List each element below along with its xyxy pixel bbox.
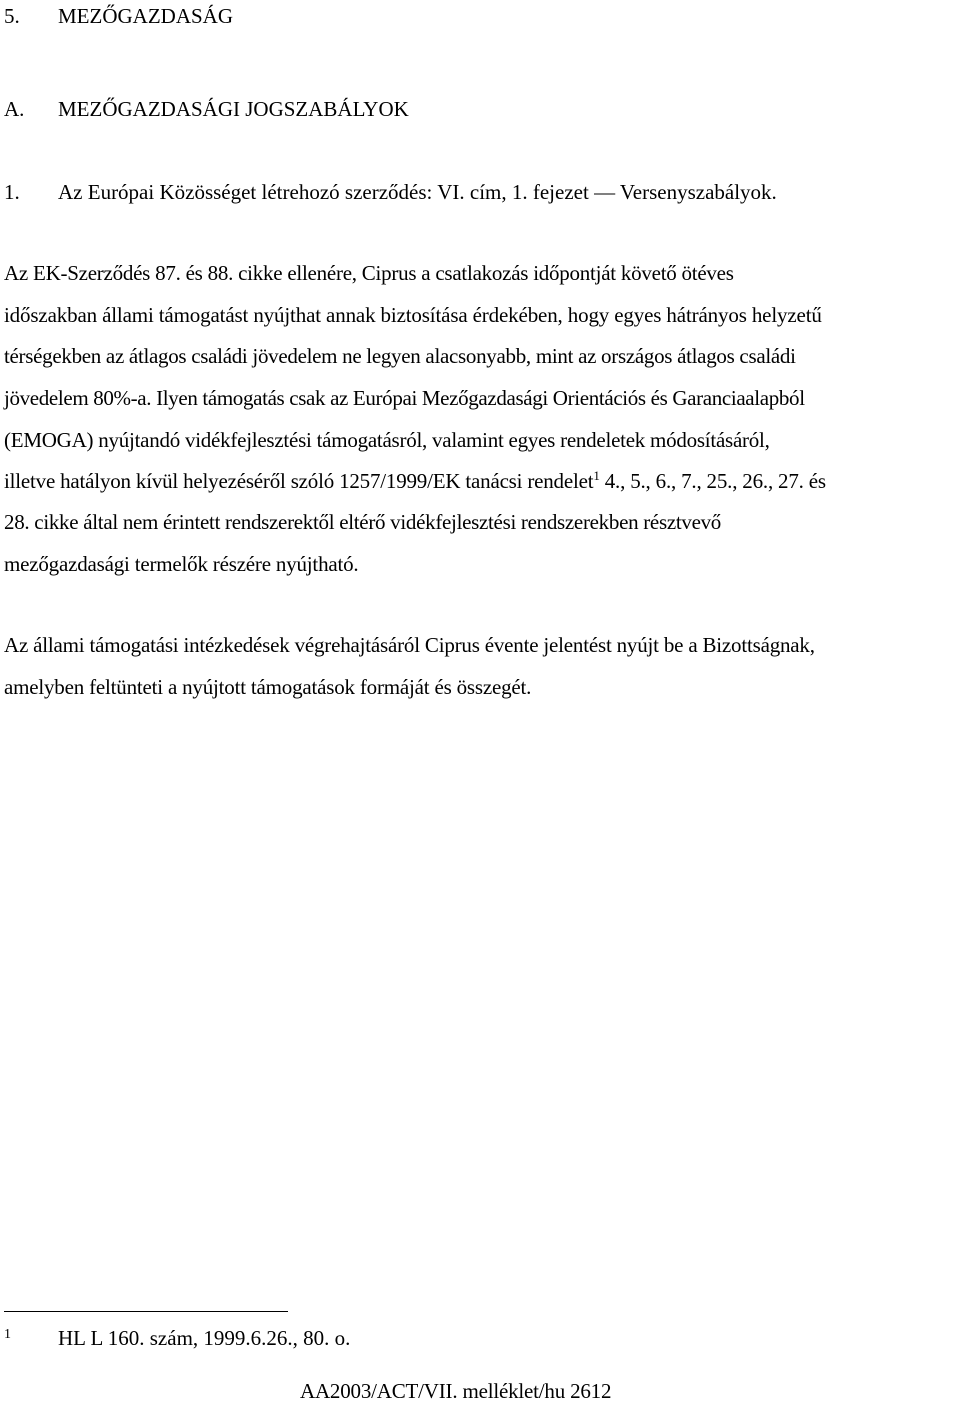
section-title: MEZŐGAZDASÁG	[58, 4, 233, 28]
paragraph-line: időszakban állami támogatást nyújthat annak biztosítása érdekében, hogy egyes hátrányos helyzetű	[4, 303, 822, 327]
section-number: 5.	[4, 4, 20, 28]
section-heading	[4, 6, 233, 27]
item-number: 1.	[4, 180, 20, 204]
paragraph-line: térségekben az átlagos családi jövedelem ne legyen alacsonyabb, mint az országos átlagos családi	[4, 344, 796, 368]
item-heading	[4, 182, 777, 203]
paragraph-line: (EMOGA) nyújtandó vidékfejlesztési támogatásról, valamint egyes rendeletek módosításáról,	[4, 428, 770, 452]
subsection-title: MEZŐGAZDASÁGI JOGSZABÁLYOK	[58, 97, 409, 121]
paragraph-line: jövedelem 80%-a. Ilyen támogatás csak az Európai Mezőgazdasági Orientációs és Garanciaalapból	[4, 386, 805, 410]
page-footer: AA2003/ACT/VII. melléklet/hu 2612	[300, 1379, 612, 1403]
footnote-reference[interactable]: 1	[593, 468, 600, 483]
subsection-heading	[4, 99, 409, 120]
paragraph-line: Az EK-Szerződés 87. és 88. cikke ellenére, Ciprus a csatlakozás időpontját követő ötéves	[4, 261, 734, 285]
subsection-number: A.	[4, 97, 25, 121]
paragraph-line: Az állami támogatási intézkedések végrehajtásáról Ciprus évente jelentést nyújt be a Bizottságnak,	[4, 633, 815, 657]
paragraph-line: mezőgazdasági termelők részére nyújtható.	[4, 552, 359, 576]
footnote-mark: 1	[4, 1327, 11, 1342]
paragraph-line-with-footnote	[4, 468, 826, 493]
footnote-text: HL L 160. szám, 1999.6.26., 80. o.	[58, 1326, 351, 1350]
paragraph-line: amelyben feltünteti a nyújtott támogatások formáját és összegét.	[4, 675, 532, 699]
footnote	[4, 1328, 350, 1349]
footnote-separator	[4, 1311, 288, 1312]
paragraph-line-text: illetve hatályon kívül helyezéséről szóló 1257/1999/EK tanácsi rendelet	[4, 469, 594, 493]
paragraph-line: 28. cikke által nem érintett rendszerektől eltérő vidékfejlesztési rendszerekben résztvevő	[4, 510, 722, 534]
item-title: Az Európai Közösséget létrehozó szerződés: VI. cím, 1. fejezet — Versenyszabályok.	[58, 180, 777, 204]
paragraph-line-tail: 4., 5., 6., 7., 25., 26., 27. és	[599, 469, 826, 493]
